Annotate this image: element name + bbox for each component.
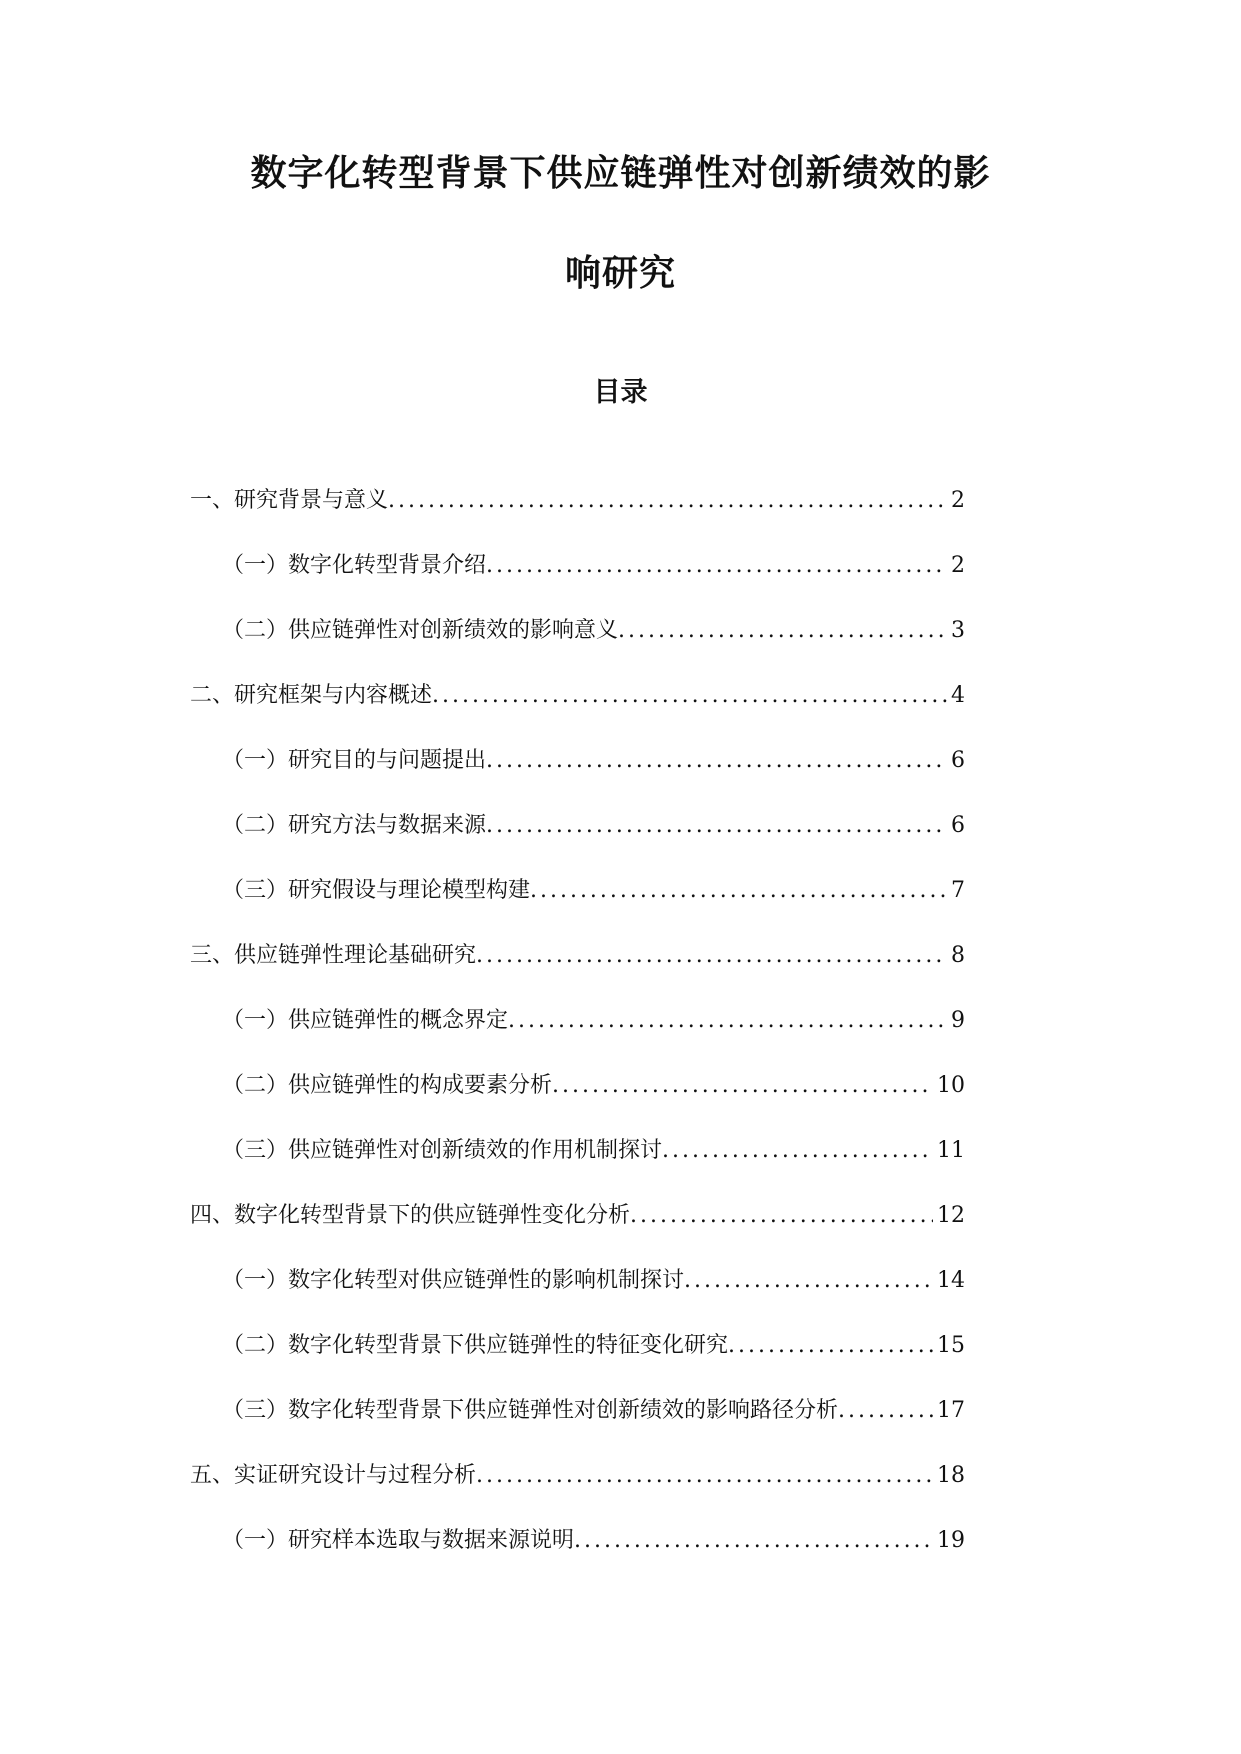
toc-entry-label: （三）研究假设与理论模型构建 xyxy=(222,878,531,903)
toc-dot-leader xyxy=(630,1199,933,1233)
toc-entry-page-number: 8 xyxy=(951,943,965,968)
toc-dot-leader xyxy=(838,1394,933,1428)
toc-entry-page-number: 15 xyxy=(937,1333,965,1358)
toc-entry-label: 五、实证研究设计与过程分析 xyxy=(190,1463,477,1488)
toc-entry-label: （一）研究目的与问题提出 xyxy=(222,748,487,773)
toc-entry-section[interactable] xyxy=(0,1004,965,1069)
toc-dot-leader xyxy=(728,1329,933,1363)
toc-dot-leader xyxy=(684,1264,933,1298)
document-title-line-2: 响研究 xyxy=(564,253,676,294)
toc-entry-chapter[interactable] xyxy=(0,1459,965,1524)
toc-entry-chapter[interactable] xyxy=(0,1199,965,1264)
toc-dot-leader xyxy=(508,1004,947,1038)
toc-entry-label: （一）研究样本选取与数据来源说明 xyxy=(222,1528,575,1553)
toc-entry-label: （二）供应链弹性对创新绩效的影响意义 xyxy=(222,618,619,643)
toc-dot-leader xyxy=(486,809,947,843)
toc-dot-leader xyxy=(476,1459,933,1493)
toc-entry-section[interactable] xyxy=(0,549,965,614)
toc-entry-section[interactable] xyxy=(0,874,965,939)
toc-entry-label: （一）数字化转型背景介绍 xyxy=(222,553,487,578)
toc-entry-section[interactable] xyxy=(0,1134,965,1199)
toc-entry-page-number: 7 xyxy=(951,878,965,903)
toc-entry-label: 三、供应链弹性理论基础研究 xyxy=(190,943,477,968)
toc-entry-page-number: 17 xyxy=(937,1398,965,1423)
toc-dot-leader xyxy=(618,614,947,648)
toc-entry-page-number: 10 xyxy=(937,1073,965,1098)
toc-entry-label: （三）供应链弹性对创新绩效的作用机制探讨 xyxy=(222,1138,663,1163)
toc-entry-page-number: 14 xyxy=(937,1268,965,1293)
toc-entry-label: （二）供应链弹性的构成要素分析 xyxy=(222,1073,553,1098)
toc-entry-label: 二、研究框架与内容概述 xyxy=(190,683,433,708)
toc-entry-label: （一）数字化转型对供应链弹性的影响机制探讨 xyxy=(222,1268,685,1293)
toc-entry-section[interactable] xyxy=(0,744,965,809)
toc-entry-section[interactable] xyxy=(0,1524,965,1589)
toc-entry-page-number: 12 xyxy=(937,1203,965,1228)
toc-dot-leader xyxy=(486,744,947,778)
toc-dot-leader xyxy=(574,1524,933,1558)
toc-entry-section[interactable] xyxy=(0,1394,965,1459)
toc-entry-label: （一）供应链弹性的概念界定 xyxy=(222,1008,509,1033)
toc-dot-leader xyxy=(530,874,947,908)
toc-entry-page-number: 4 xyxy=(951,683,965,708)
toc-entry-page-number: 9 xyxy=(951,1008,965,1033)
toc-entry-page-number: 6 xyxy=(951,748,965,773)
toc-dot-leader xyxy=(432,679,947,713)
toc-entry-label: （三）数字化转型背景下供应链弹性对创新绩效的影响路径分析 xyxy=(222,1398,839,1423)
toc-entry-section[interactable] xyxy=(0,1329,965,1394)
toc-entry-page-number: 2 xyxy=(951,553,965,578)
toc-entry-section[interactable] xyxy=(0,1264,965,1329)
toc-entry-section[interactable] xyxy=(0,614,965,679)
toc-heading: 目录 xyxy=(593,377,648,408)
toc-entry-chapter[interactable] xyxy=(0,484,965,549)
toc-dot-leader xyxy=(388,484,947,518)
toc-dot-leader xyxy=(486,549,947,583)
toc-dot-leader xyxy=(476,939,947,973)
toc-entry-chapter[interactable] xyxy=(0,939,965,1004)
toc-entry-section[interactable] xyxy=(0,1069,965,1134)
toc-entry-page-number: 18 xyxy=(937,1463,965,1488)
toc-entry-section[interactable] xyxy=(0,809,965,874)
toc-entry-label: （二）研究方法与数据来源 xyxy=(222,813,487,838)
document-title-line-1: 数字化转型背景下供应链弹性对创新绩效的影 xyxy=(250,153,991,194)
toc-entry-label: （二）数字化转型背景下供应链弹性的特征变化研究 xyxy=(222,1333,729,1358)
toc-entry-page-number: 2 xyxy=(951,488,965,513)
toc-entry-page-number: 3 xyxy=(951,618,965,643)
table-of-contents xyxy=(0,484,1241,1589)
toc-dot-leader xyxy=(552,1069,933,1103)
toc-entry-label: 四、数字化转型背景下的供应链弹性变化分析 xyxy=(190,1203,631,1228)
toc-entry-page-number: 6 xyxy=(951,813,965,838)
toc-entry-chapter[interactable] xyxy=(0,679,965,744)
toc-dot-leader xyxy=(662,1134,933,1168)
toc-entry-label: 一、研究背景与意义 xyxy=(190,488,389,513)
toc-entry-page-number: 19 xyxy=(937,1528,965,1553)
toc-entry-page-number: 11 xyxy=(937,1138,965,1163)
